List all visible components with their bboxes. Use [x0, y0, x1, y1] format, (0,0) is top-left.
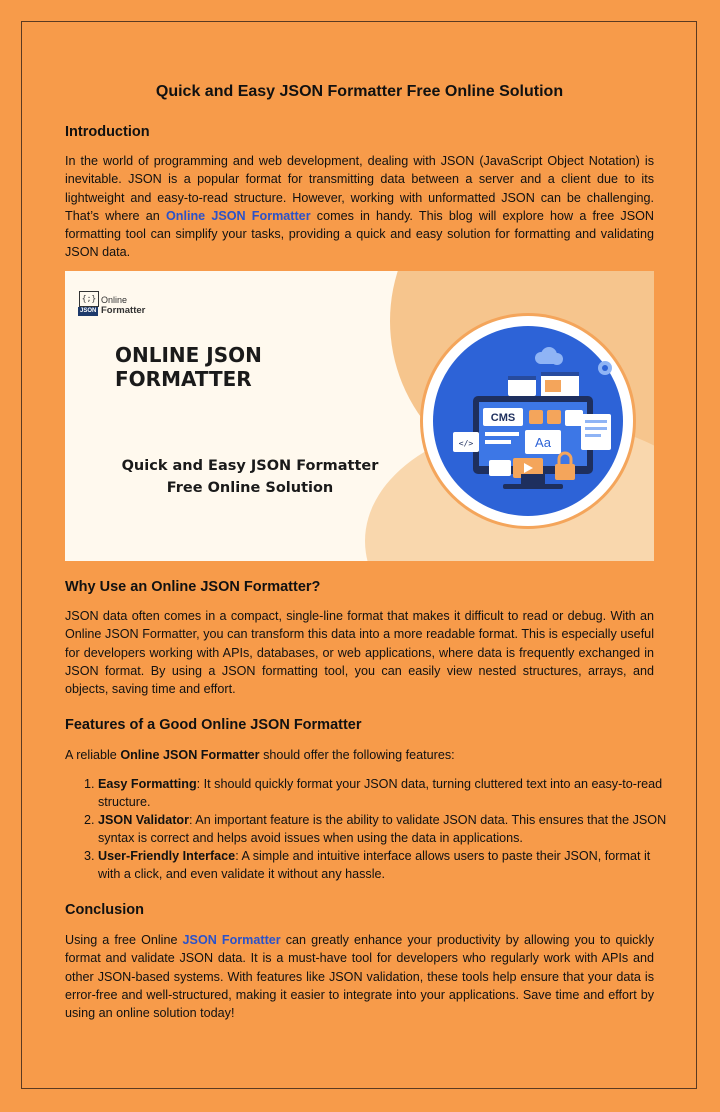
feature-term: User-Friendly Interface	[98, 848, 236, 863]
logo-online-text: Online	[101, 295, 128, 305]
features-intro	[65, 746, 654, 764]
side-panel	[581, 414, 611, 450]
font-label: Aa	[535, 435, 551, 450]
intro-text-start: In the world of programming and web development, dealing with JSON (JavaScript Object Notation) is inevitable. JSON is a popular format for transmitting data between a server and a client due to its lightweight and easy-to-read structure. However, working with unformatted JSON can be challenging. That’s where an	[65, 154, 654, 223]
json-formatter-link[interactable]: JSON Formatter	[182, 933, 281, 947]
banner-title-line-1: ONLINE JSON	[115, 343, 262, 367]
online-json-formatter-link[interactable]: Online JSON Formatter	[165, 208, 311, 223]
conclusion-text-start: Using a free Online	[65, 933, 183, 947]
features-intro-bold: Online JSON Formatter	[120, 748, 260, 762]
list-item	[98, 812, 673, 848]
hero-banner-image	[65, 271, 654, 561]
conclusion-paragraph	[65, 931, 654, 1022]
conclusion-text-end: can greatly enhance your productivity by allowing you to quickly format and validate JSON data. It is a must-have tool for developers who regularly work with APIs and other JSON-based systems. With features like JSON validation, these tools help ensure that your data is error-free and well-structured, making it easier to integrate into your applications. Save time and effort by using an online solution today!	[65, 933, 654, 1021]
why-heading: Why Use an Online JSON Formatter?	[65, 579, 321, 595]
why-paragraph: JSON data often comes in a compact, single-line format that makes it difficult to read or debug. With an Online JSON Formatter, you can transform this data into a more readable format. This is especially useful for developers working with APIs, databases, or web applications, where data is frequently exchanged in JSON format. By using a JSON formatting tool, you can easily view nested structures, arrays, and objects, saving time and effort.	[65, 609, 654, 697]
banner-title-line-2: FORMATTER	[115, 367, 252, 391]
features-intro-start: A reliable	[65, 748, 121, 762]
banner-title	[115, 343, 385, 391]
feature-desc: : A simple and intuitive interface allows users to paste their JSON, format it with a click, and even validate it without any hassle.	[98, 848, 651, 881]
banner-subtitle-line-2: Free Online Solution	[166, 480, 334, 496]
banner-subtitle-line-1: Quick and Easy JSON Formatter	[121, 458, 379, 474]
features-heading: Features of a Good Online JSON Formatter	[65, 717, 362, 733]
intro-text-end: comes in handy. This blog will explore how a free JSON formatting tool can simplify your tasks, providing a quick and easy solution for formatting and validating JSON data.	[65, 208, 655, 260]
features-intro-end: should offer the following features:	[259, 748, 455, 762]
feature-term: Easy Formatting	[98, 777, 197, 791]
intro-heading: Introduction	[65, 124, 150, 140]
code-label: </>	[458, 439, 474, 448]
json-logo-icon: {;}	[79, 291, 99, 307]
gear-icon	[598, 361, 612, 375]
feature-desc: : An important feature is the ability to validate JSON data. This ensures that the JSON syntax is correct and helps avoid issues when using the data in applications.	[98, 812, 667, 845]
feature-term: JSON Validator	[98, 812, 189, 827]
list-item	[98, 848, 673, 884]
logo-formatter-text: Formatter	[101, 305, 146, 316]
intro-paragraph	[65, 152, 654, 262]
web-development-illustration	[433, 326, 623, 516]
monitor-stand	[521, 474, 545, 484]
page-title: Quick and Easy JSON Formatter Free Online Solution	[155, 83, 564, 100]
features-list	[79, 776, 673, 883]
cms-label: CMS	[490, 412, 516, 424]
list-item	[98, 776, 673, 812]
feature-desc: : It should quickly format your JSON data, turning cluttered text into an easy-to-read structure.	[98, 777, 663, 809]
banner-subtitle	[65, 455, 435, 499]
logo-json-tag: JSON	[80, 308, 97, 314]
cloud-icon	[535, 347, 563, 365]
conclusion-heading: Conclusion	[65, 902, 144, 918]
